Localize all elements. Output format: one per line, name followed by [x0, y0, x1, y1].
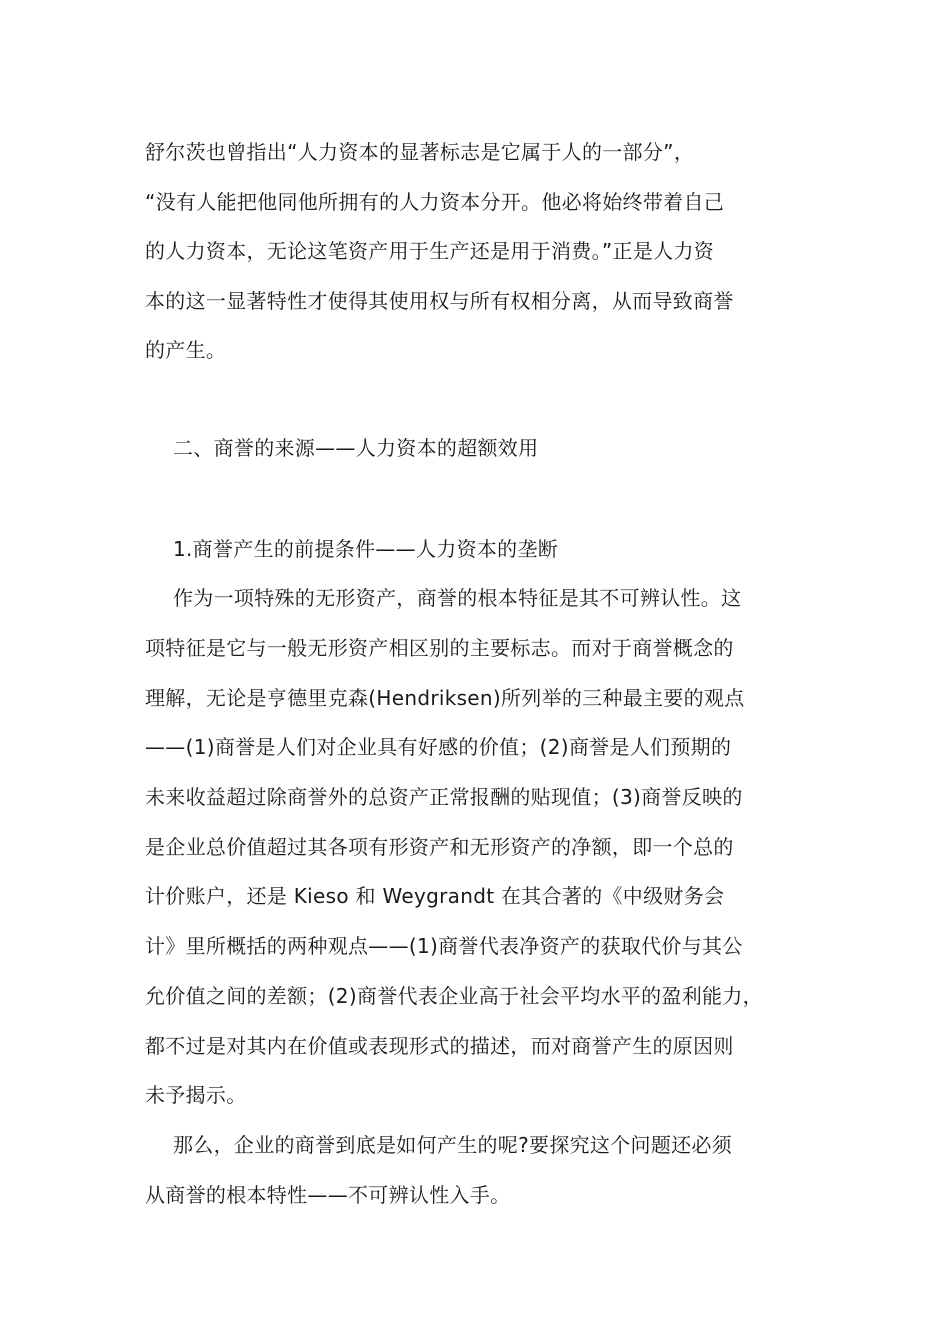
text-line: 作为一项特殊的无形资产，商誉的根本特征是其不可辨认性。这 — [173, 586, 742, 610]
text-line: 从商誉的根本特性——不可辨认性入手。 — [145, 1183, 511, 1207]
text-line: 那么，企业的商誉到底是如何产生的呢?要探究这个问题还必须 — [173, 1133, 733, 1157]
text-line: 未予揭示。 — [145, 1083, 247, 1107]
text-line: 计价账户，还是 Kieso 和 Weygrandt 在其合著的《中级财务会 — [145, 884, 725, 908]
text-line: 允价值之间的差额；(2)商誉代表企业高于社会平均水平的盈利能力， — [145, 984, 763, 1008]
text-line: 本的这一显著特性才使得其使用权与所有权相分离，从而导致商誉 — [145, 289, 734, 313]
subsection-heading: 1.商誉产生的前提条件——人力资本的垄断 — [173, 537, 559, 561]
text-line: 的人力资本，无论这笔资产用于生产还是用于消费。”正是人力资 — [145, 239, 715, 263]
text-line: 项特征是它与一般无形资产相区别的主要标志。而对于商誉概念的 — [145, 636, 734, 660]
text-line: 未来收益超过除商誉外的总资产正常报酬的贴现值；(3)商誉反映的 — [145, 785, 743, 809]
text-line: 是企业总价值超过其各项有形资产和无形资产的净额，即一个总的 — [145, 835, 734, 859]
text-line: 的产生。 — [145, 338, 227, 362]
text-line: “没有人能把他同他所拥有的人力资本分开。他必将始终带着自己 — [145, 190, 725, 214]
text-line: 理解，无论是亨德里克森(Hendriksen)所列举的三种最主要的观点 — [145, 686, 745, 710]
text-line: 都不过是对其内在价值或表现形式的描述，而对商誉产生的原因则 — [145, 1034, 734, 1058]
text-line: 计》里所概括的两种观点——(1)商誉代表净资产的获取代价与其公 — [145, 934, 743, 958]
text-line: ——(1)商誉是人们对企业具有好感的价值；(2)商誉是人们预期的 — [145, 735, 732, 759]
text-line: 舒尔茨也曾指出“人力资本的显著标志是它属于人的一部分”， — [145, 140, 695, 164]
section-heading: 二、商誉的来源——人力资本的超额效用 — [173, 436, 539, 460]
